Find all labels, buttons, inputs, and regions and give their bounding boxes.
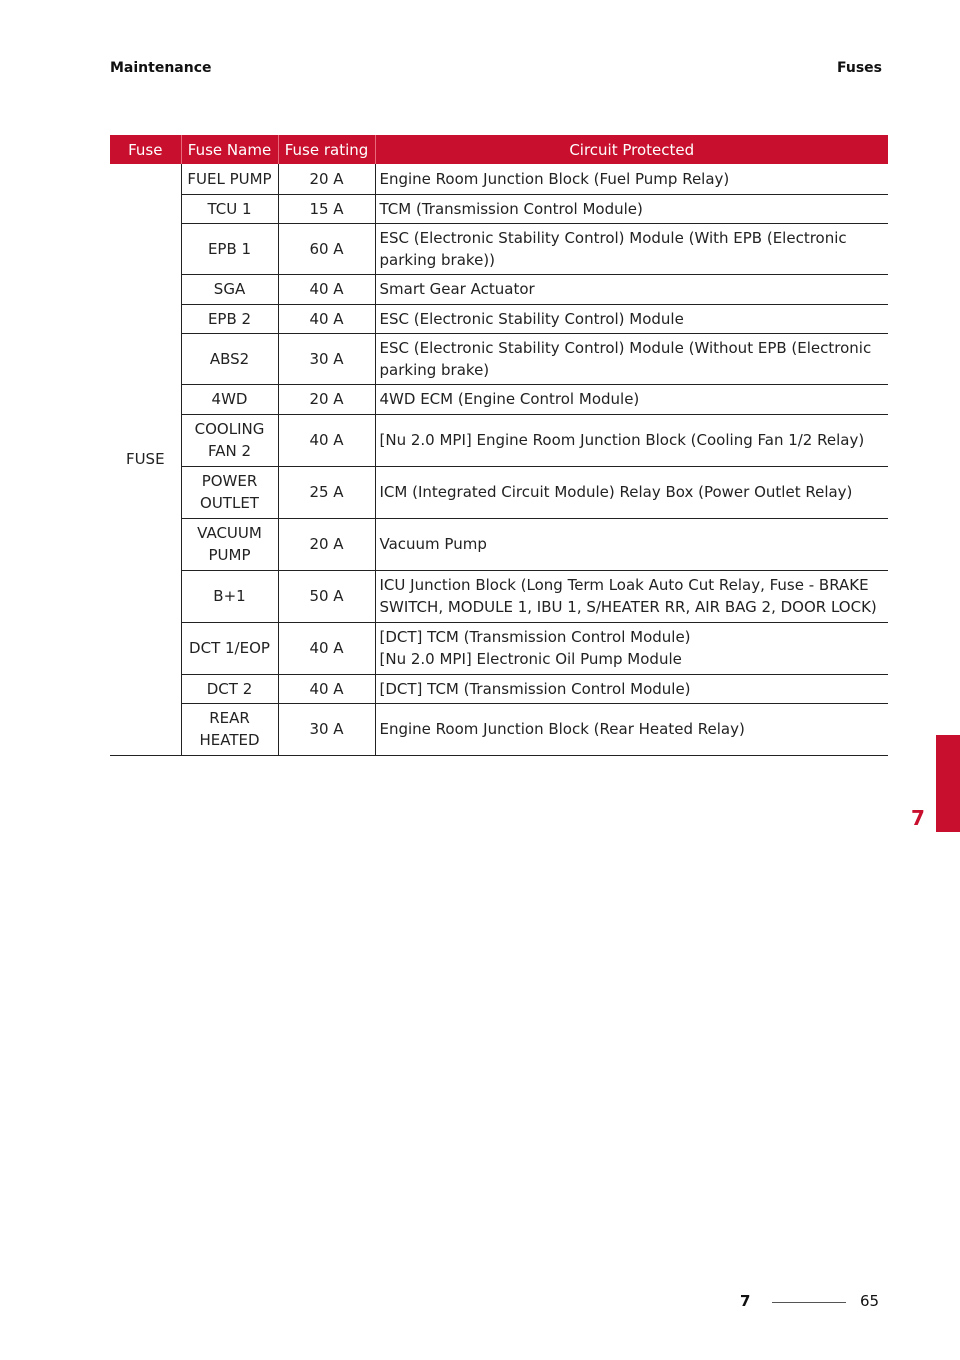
fuse-name-cell: ABS2 [181, 333, 278, 384]
table-row [110, 414, 888, 466]
chapter-side-tab [936, 735, 960, 832]
fuse-rating-cell: 20 A [278, 518, 375, 570]
col-header-fuse: Fuse [110, 135, 181, 164]
fuse-name-cell: B+1 [181, 570, 278, 622]
table-row [110, 223, 888, 274]
circuit-protected-cell: Engine Room Junction Block (Fuel Pump Relay) [375, 164, 888, 194]
fuse-rating-cell: 30 A [278, 703, 375, 755]
fuse-rating-cell: 20 A [278, 164, 375, 194]
fuse-rating-cell: 40 A [278, 414, 375, 466]
circuit-protected-cell: ESC (Electronic Stability Control) Module (Without EPB (Electronic parking brake) [375, 333, 888, 384]
circuit-protected-cell: [Nu 2.0 MPI] Engine Room Junction Block (Cooling Fan 1/2 Relay) [375, 414, 888, 466]
fuse-name-cell: DCT 1/EOP [181, 622, 278, 674]
circuit-protected-cell: [DCT] TCM (Transmission Control Module) [375, 674, 888, 703]
col-header-circuit-protected: Circuit Protected [375, 135, 888, 164]
col-header-fuse-name: Fuse Name [181, 135, 278, 164]
table-row [110, 304, 888, 333]
fuse-rating-cell: 40 A [278, 304, 375, 333]
fuse-name-cell: EPB 2 [181, 304, 278, 333]
table-row [110, 466, 888, 518]
fuse-table [110, 135, 888, 756]
table-row [110, 164, 888, 194]
fuse-name-cell: POWER OUTLET [181, 466, 278, 518]
fuse-name-cell: DCT 2 [181, 674, 278, 703]
fuse-name-cell: VACUUM PUMP [181, 518, 278, 570]
table-row [110, 384, 888, 414]
header-section: Maintenance [110, 60, 212, 76]
circuit-protected-cell: ICU Junction Block (Long Term Loak Auto Cut Relay, Fuse - BRAKE SWITCH, MODULE 1, IBU 1, S/HEATER RR, AIR BAG 2, DOOR LOCK) [375, 570, 888, 622]
fuse-rating-cell: 15 A [278, 194, 375, 223]
fuse-rating-cell: 50 A [278, 570, 375, 622]
circuit-protected-cell: Smart Gear Actuator [375, 274, 888, 304]
table-row [110, 333, 888, 384]
table-row [110, 570, 888, 622]
footer-divider [772, 1302, 846, 1303]
fuse-rating-cell: 20 A [278, 384, 375, 414]
footer-page-number: 65 [860, 1292, 880, 1310]
table-row [110, 674, 888, 703]
circuit-protected-cell: ESC (Electronic Stability Control) Module (With EPB (Electronic parking brake)) [375, 223, 888, 274]
fuse-rating-cell: 40 A [278, 674, 375, 703]
header-topic: Fuses [837, 60, 882, 76]
fuse-rating-cell: 40 A [278, 622, 375, 674]
fuse-name-cell: FUEL PUMP [181, 164, 278, 194]
table-row [110, 194, 888, 223]
fuse-rating-cell: 30 A [278, 333, 375, 384]
table-row [110, 703, 888, 755]
fuse-name-cell: 4WD [181, 384, 278, 414]
circuit-protected-cell: [DCT] TCM (Transmission Control Module) [Nu 2.0 MPI] Electronic Oil Pump Module [375, 622, 888, 674]
table-row [110, 622, 888, 674]
fuse-name-cell: SGA [181, 274, 278, 304]
chapter-side-number: 7 [911, 806, 925, 830]
table-row [110, 274, 888, 304]
table-body [110, 164, 888, 755]
circuit-protected-cell: Vacuum Pump [375, 518, 888, 570]
fuse-name-cell: EPB 1 [181, 223, 278, 274]
table-header-row [110, 135, 888, 164]
circuit-protected-cell: Engine Room Junction Block (Rear Heated Relay) [375, 703, 888, 755]
fuse-group-cell: FUSE [110, 164, 181, 755]
fuse-name-cell: REAR HEATED [181, 703, 278, 755]
fuse-name-cell: TCU 1 [181, 194, 278, 223]
circuit-protected-cell: TCM (Transmission Control Module) [375, 194, 888, 223]
circuit-protected-cell: ESC (Electronic Stability Control) Module [375, 304, 888, 333]
col-header-fuse-rating: Fuse rating [278, 135, 375, 164]
circuit-protected-cell: ICM (Integrated Circuit Module) Relay Box (Power Outlet Relay) [375, 466, 888, 518]
fuse-rating-cell: 40 A [278, 274, 375, 304]
fuse-rating-cell: 25 A [278, 466, 375, 518]
fuse-name-cell: COOLING FAN 2 [181, 414, 278, 466]
circuit-protected-cell: 4WD ECM (Engine Control Module) [375, 384, 888, 414]
fuse-rating-cell: 60 A [278, 223, 375, 274]
footer-chapter-number: 7 [740, 1292, 751, 1310]
table-row [110, 518, 888, 570]
